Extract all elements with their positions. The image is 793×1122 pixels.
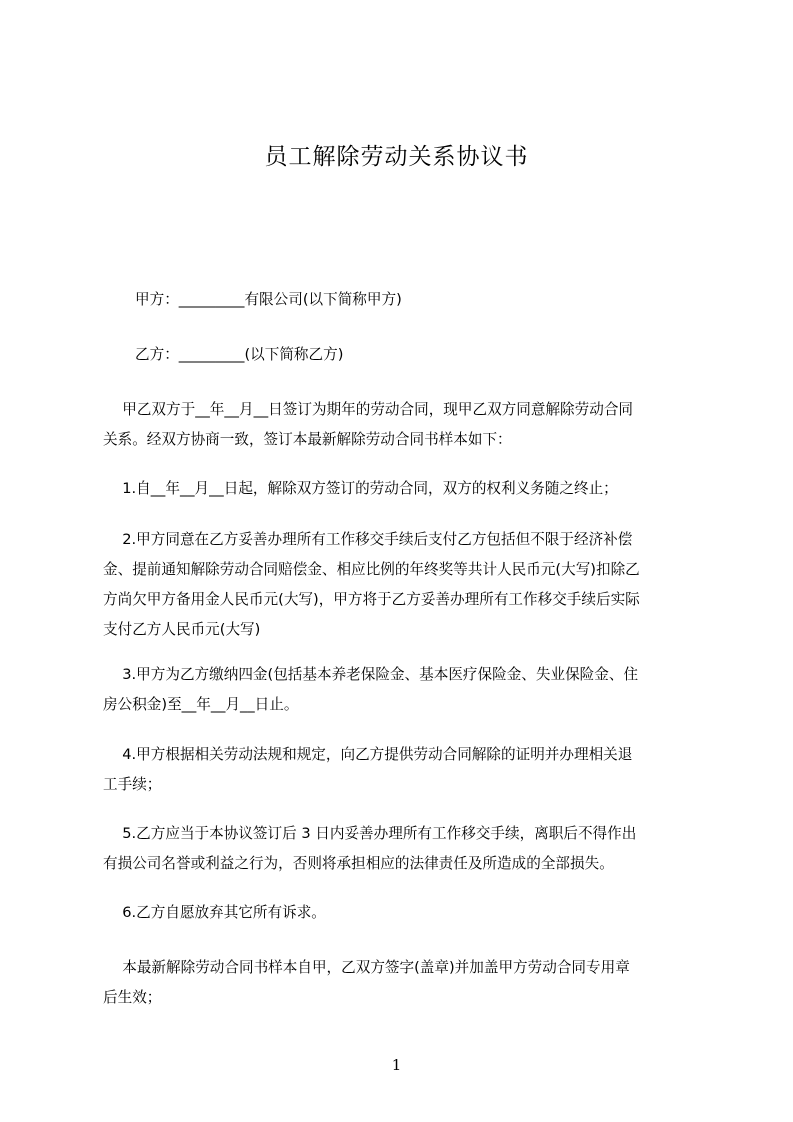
clause-5-line-1: 5.乙方应当于本协议签订后 3 日内妥善办理所有工作移交手续，离职后不得作出 bbox=[103, 825, 637, 842]
clause-4 bbox=[103, 740, 701, 800]
clause-1-line-1: 1.自__年__月__日起，解除双方签订的劳动合同，双方的权利义务随之终止； bbox=[103, 480, 618, 497]
party-b-line: 乙方：_________(以下简称乙方) bbox=[135, 346, 344, 363]
clause-3-line-1: 3.甲方为乙方缴纳四金(包括基本养老保险金、基本医疗保险金、失业保险金、住 bbox=[103, 666, 639, 683]
clause-2-line-3: 方尚欠甲方备用金人民币元(大写)，甲方将于乙方妥善办理所有工作移交手续后实际 bbox=[103, 591, 640, 608]
closing-paragraph bbox=[103, 953, 701, 1013]
clause-4-line-2: 工手续； bbox=[103, 776, 162, 793]
closing-line-1: 本最新解除劳动合同书样本自甲，乙双方签字(盖章)并加盖甲方劳动合同专用章 bbox=[103, 959, 630, 976]
clause-2 bbox=[103, 525, 701, 645]
intro-line-1: 甲乙双方于__年__月__日签订为期年的劳动合同，现甲乙双方同意解除劳动合同 bbox=[103, 401, 634, 418]
page-number: 1 bbox=[391, 1056, 402, 1074]
closing-line-2: 后生效； bbox=[103, 989, 162, 1006]
clause-1 bbox=[103, 474, 701, 504]
clause-6-line-1: 6.乙方自愿放弃其它所有诉求。 bbox=[103, 904, 326, 921]
clause-5-line-2: 有损公司名誉或利益之行为，否则将承担相应的法律责任及所造成的全部损失。 bbox=[103, 855, 614, 872]
clause-2-line-1: 2.甲方同意在乙方妥善办理所有工作移交手续后支付乙方包括但不限于经济补偿 bbox=[103, 531, 633, 548]
intro-paragraph bbox=[103, 395, 701, 455]
clause-2-line-4: 支付乙方人民币元(大写) bbox=[103, 621, 261, 638]
document-title: 员工解除劳动关系协议书 bbox=[264, 144, 529, 170]
intro-line-2: 关系。经双方协商一致，签订本最新解除劳动合同书样本如下： bbox=[103, 431, 512, 448]
clause-2-line-2: 金、提前通知解除劳动合同赔偿金、相应比例的年终奖等共计人民币元(大写)扣除乙 bbox=[103, 561, 640, 578]
clause-6 bbox=[103, 898, 701, 928]
clause-5 bbox=[103, 819, 701, 879]
clause-4-line-1: 4.甲方根据相关劳动法规和规定，向乙方提供劳动合同解除的证明并办理相关退 bbox=[103, 746, 633, 763]
party-a-line: 甲方：_________有限公司(以下简称甲方) bbox=[135, 291, 402, 308]
clause-3-line-2: 房公积金)至__年__月__日止。 bbox=[103, 696, 299, 713]
clause-3 bbox=[103, 660, 701, 720]
